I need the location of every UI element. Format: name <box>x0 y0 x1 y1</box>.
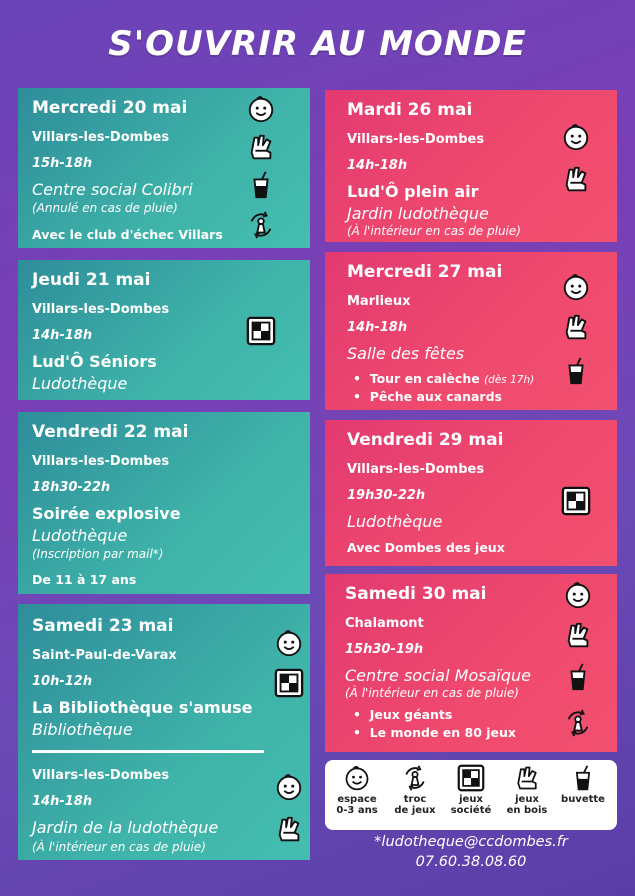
hand-puppet-icon <box>561 164 591 194</box>
board-game-icon <box>561 486 591 516</box>
event-place: Marlieux <box>347 294 411 309</box>
event-time: 15h30-19h <box>345 642 424 657</box>
legend-label: jeux en bois <box>506 794 548 816</box>
event-place: Villars-les-Dombes <box>347 132 485 147</box>
event-note: (Annulé en cas de pluie) <box>32 201 178 215</box>
event-place: Chalamont <box>345 616 424 631</box>
baby-face-icon <box>246 94 276 124</box>
event-venue: Jardin de la ludothèque <box>32 818 219 837</box>
event-place: Villars-les-Dombes <box>32 302 170 317</box>
board-game-icon <box>457 764 485 792</box>
event-title: La Bibliothèque s'amuse <box>32 698 253 717</box>
event-card-sat23 <box>18 604 310 860</box>
event-card-fri29 <box>325 420 617 566</box>
event-venue: Centre social Colibri <box>32 180 193 199</box>
event-extra: De 11 à 17 ans <box>32 572 137 587</box>
page-title: S'OUVRIR AU MONDE <box>108 24 527 64</box>
hand-puppet-icon <box>246 132 276 162</box>
chess-exchange-icon <box>401 764 429 792</box>
event-time: 14h-18h <box>32 794 93 809</box>
hand-puppet-icon <box>274 814 304 844</box>
legend-item-troc <box>387 764 443 816</box>
event-card-sat30 <box>325 574 617 752</box>
event-bullet: • Tour en calèche (dès 17h) <box>353 371 535 386</box>
chess-exchange-icon <box>563 708 593 738</box>
legend-label: troc de jeux <box>394 794 436 816</box>
contact-email[interactable]: *ludotheque@ccdombes.fr <box>374 834 568 850</box>
event-note: (À l'intérieur en cas de pluie) <box>32 840 206 854</box>
event-note: (À l'intérieur en cas de pluie) <box>345 686 519 700</box>
event-card-thu21 <box>18 260 310 400</box>
event-card-fri22 <box>18 412 310 594</box>
legend-label: buvette <box>561 794 605 805</box>
event-time: 14h-18h <box>347 320 408 335</box>
legend-item-societe <box>443 764 499 816</box>
event-card-wed27 <box>325 252 617 410</box>
drink-cup-icon <box>561 356 591 386</box>
event-bullet: • Pêche aux canards <box>353 389 502 404</box>
event-day: Vendredi 22 mai <box>32 422 189 442</box>
event-venue: Centre social Mosaïque <box>345 666 531 685</box>
event-day: Samedi 23 mai <box>32 616 174 636</box>
event-title: Lud'Ô Séniors <box>32 352 157 371</box>
event-note: (Inscription par mail*) <box>32 547 164 561</box>
baby-face-icon <box>274 628 304 658</box>
baby-face-icon <box>274 772 304 802</box>
hand-puppet-icon <box>513 764 541 792</box>
event-time: 18h30-22h <box>32 480 111 495</box>
event-time: 15h-18h <box>32 156 93 171</box>
event-venue: Salle des fêtes <box>347 344 465 363</box>
event-card-tue26 <box>325 90 617 242</box>
event-day: Samedi 30 mai <box>345 584 487 604</box>
event-venue: Bibliothèque <box>32 720 133 739</box>
event-day: Mercredi 27 mai <box>347 262 503 282</box>
chess-exchange-icon <box>246 210 276 240</box>
event-time: 10h-12h <box>32 674 93 689</box>
event-venue: Ludothèque <box>32 374 128 393</box>
legend-item-baby <box>329 764 385 816</box>
event-title: Lud'Ô plein air <box>347 182 479 201</box>
baby-face-icon <box>563 580 593 610</box>
drink-cup-icon <box>563 662 593 692</box>
hand-puppet-icon <box>563 620 593 650</box>
event-bullet: • Le monde en 80 jeux <box>353 725 516 740</box>
event-place: Villars-les-Dombes <box>32 454 170 469</box>
event-day: Mardi 26 mai <box>347 100 473 120</box>
event-time: 14h-18h <box>347 158 408 173</box>
event-day: Jeudi 21 mai <box>32 270 151 290</box>
baby-face-icon <box>561 272 591 302</box>
board-game-icon <box>274 668 304 698</box>
drink-cup-icon <box>246 170 276 200</box>
contact-phone[interactable]: 07.60.38.08.60 <box>415 854 527 870</box>
event-title: Soirée explosive <box>32 504 181 523</box>
event-venue: Jardin ludothèque <box>347 204 489 223</box>
drink-cup-icon <box>569 764 597 792</box>
section-divider <box>32 750 264 753</box>
legend-item-bois <box>499 764 555 816</box>
event-place: Villars-les-Dombes <box>347 462 485 477</box>
legend-label: espace 0-3 ans <box>336 794 378 816</box>
event-bullet: • Jeux géants <box>353 707 453 722</box>
event-day: Mercredi 20 mai <box>32 98 188 118</box>
event-note: (À l'intérieur en cas de pluie) <box>347 224 521 238</box>
event-extra: Avec le club d'échec Villars <box>32 227 223 242</box>
event-day: Vendredi 29 mai <box>347 430 504 450</box>
baby-face-icon <box>561 122 591 152</box>
board-game-icon <box>246 316 276 346</box>
legend-label: jeux société <box>450 794 492 816</box>
baby-face-icon <box>343 764 371 792</box>
legend-item-buvette <box>555 764 611 805</box>
event-time: 19h30-22h <box>347 488 426 503</box>
event-place: Villars-les-Dombes <box>32 768 170 783</box>
icon-legend <box>325 760 617 830</box>
event-place: Villars-les-Dombes <box>32 130 170 145</box>
event-card-wed20 <box>18 88 310 248</box>
event-place: Saint-Paul-de-Varax <box>32 648 177 663</box>
event-time: 14h-18h <box>32 328 93 343</box>
event-venue: Ludothèque <box>32 526 128 545</box>
event-venue: Ludothèque <box>347 512 443 531</box>
hand-puppet-icon <box>561 312 591 342</box>
event-extra: Avec Dombes des jeux <box>347 540 505 555</box>
